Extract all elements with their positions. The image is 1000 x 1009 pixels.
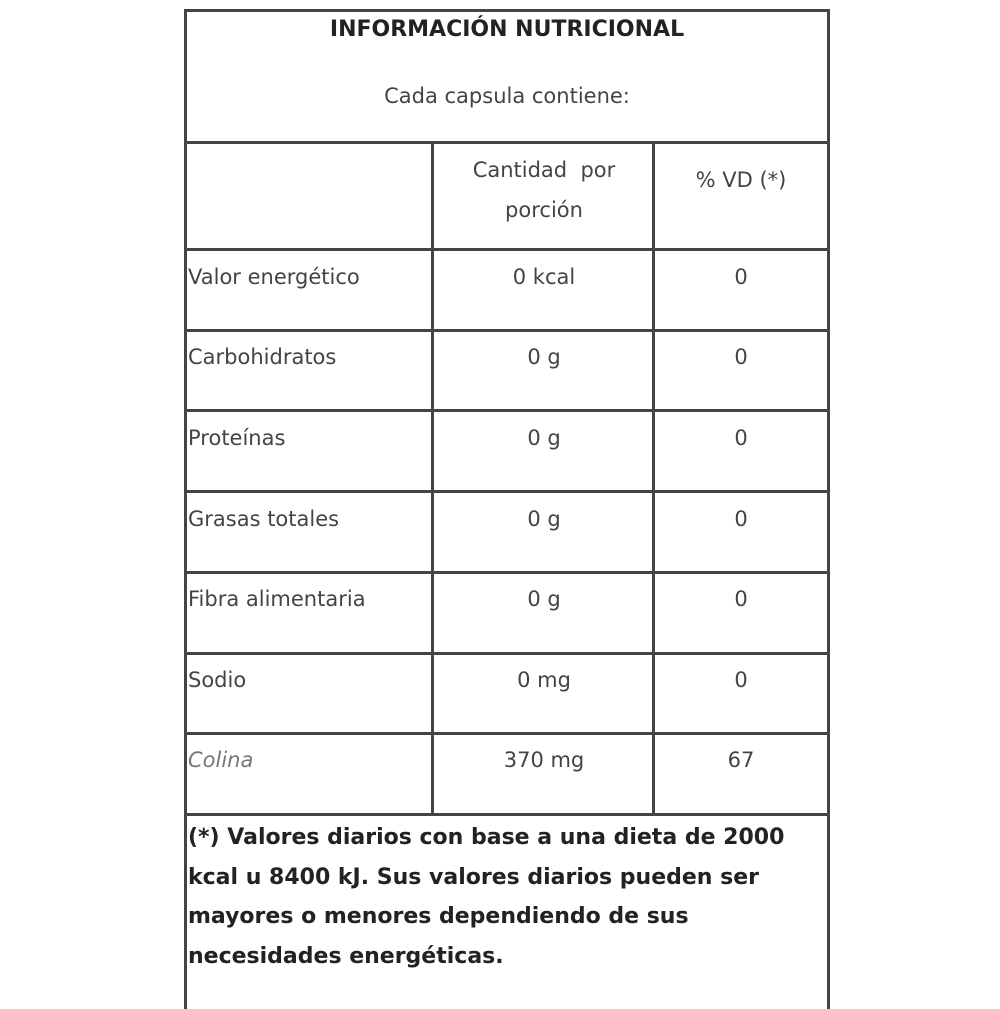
footnote: (*) Valores diarios con base a una dieta de 2000 kcal u 8400 kJ. Sus valores diarios pueden ser mayores o menores dependiendo de sus necesidades energéticas. xyxy=(188,825,785,969)
row-daily-value: 67 xyxy=(727,748,755,772)
row-daily-value: 0 xyxy=(734,507,748,531)
divider-row xyxy=(184,732,830,735)
row-name: Colina xyxy=(188,748,254,772)
divider-row xyxy=(184,409,830,412)
row-daily-value: 0 xyxy=(734,587,748,611)
row-name: Proteínas xyxy=(188,426,286,450)
row-quantity: 0 kcal xyxy=(512,265,576,289)
row-quantity: 0 mg xyxy=(517,668,571,692)
divider-row xyxy=(184,490,830,493)
divider-row xyxy=(184,652,830,655)
row-daily-value: 0 xyxy=(734,668,748,692)
row-quantity: 0 g xyxy=(527,426,561,450)
table-title: INFORMACIÓN NUTRICIONAL xyxy=(329,17,685,42)
row-name: Grasas totales xyxy=(188,507,340,531)
divider-row xyxy=(184,329,830,332)
row-quantity: 370 mg xyxy=(503,748,585,772)
row-name: Fibra alimentaria xyxy=(188,587,366,611)
column-header-daily-value: % VD (*) xyxy=(695,168,787,192)
column-header-quantity-line1: Cantidad por xyxy=(472,158,616,182)
table-subtitle: Cada capsula contiene: xyxy=(384,84,630,108)
column-header-quantity xyxy=(435,150,653,230)
column-header-quantity-line2: porción xyxy=(505,198,583,222)
row-daily-value: 0 xyxy=(734,265,748,289)
row-name: Carbohidratos xyxy=(188,345,337,369)
row-quantity: 0 g xyxy=(527,587,561,611)
divider-footnote xyxy=(184,813,830,816)
row-daily-value: 0 xyxy=(734,426,748,450)
row-quantity: 0 g xyxy=(527,345,561,369)
column-divider xyxy=(431,141,434,816)
column-divider xyxy=(652,141,655,816)
row-name: Sodio xyxy=(188,668,247,692)
row-daily-value: 0 xyxy=(734,345,748,369)
divider-title xyxy=(184,141,830,144)
row-name: Valor energético xyxy=(188,265,360,289)
divider-row xyxy=(184,571,830,574)
divider-header xyxy=(184,248,830,251)
row-quantity: 0 g xyxy=(527,507,561,531)
